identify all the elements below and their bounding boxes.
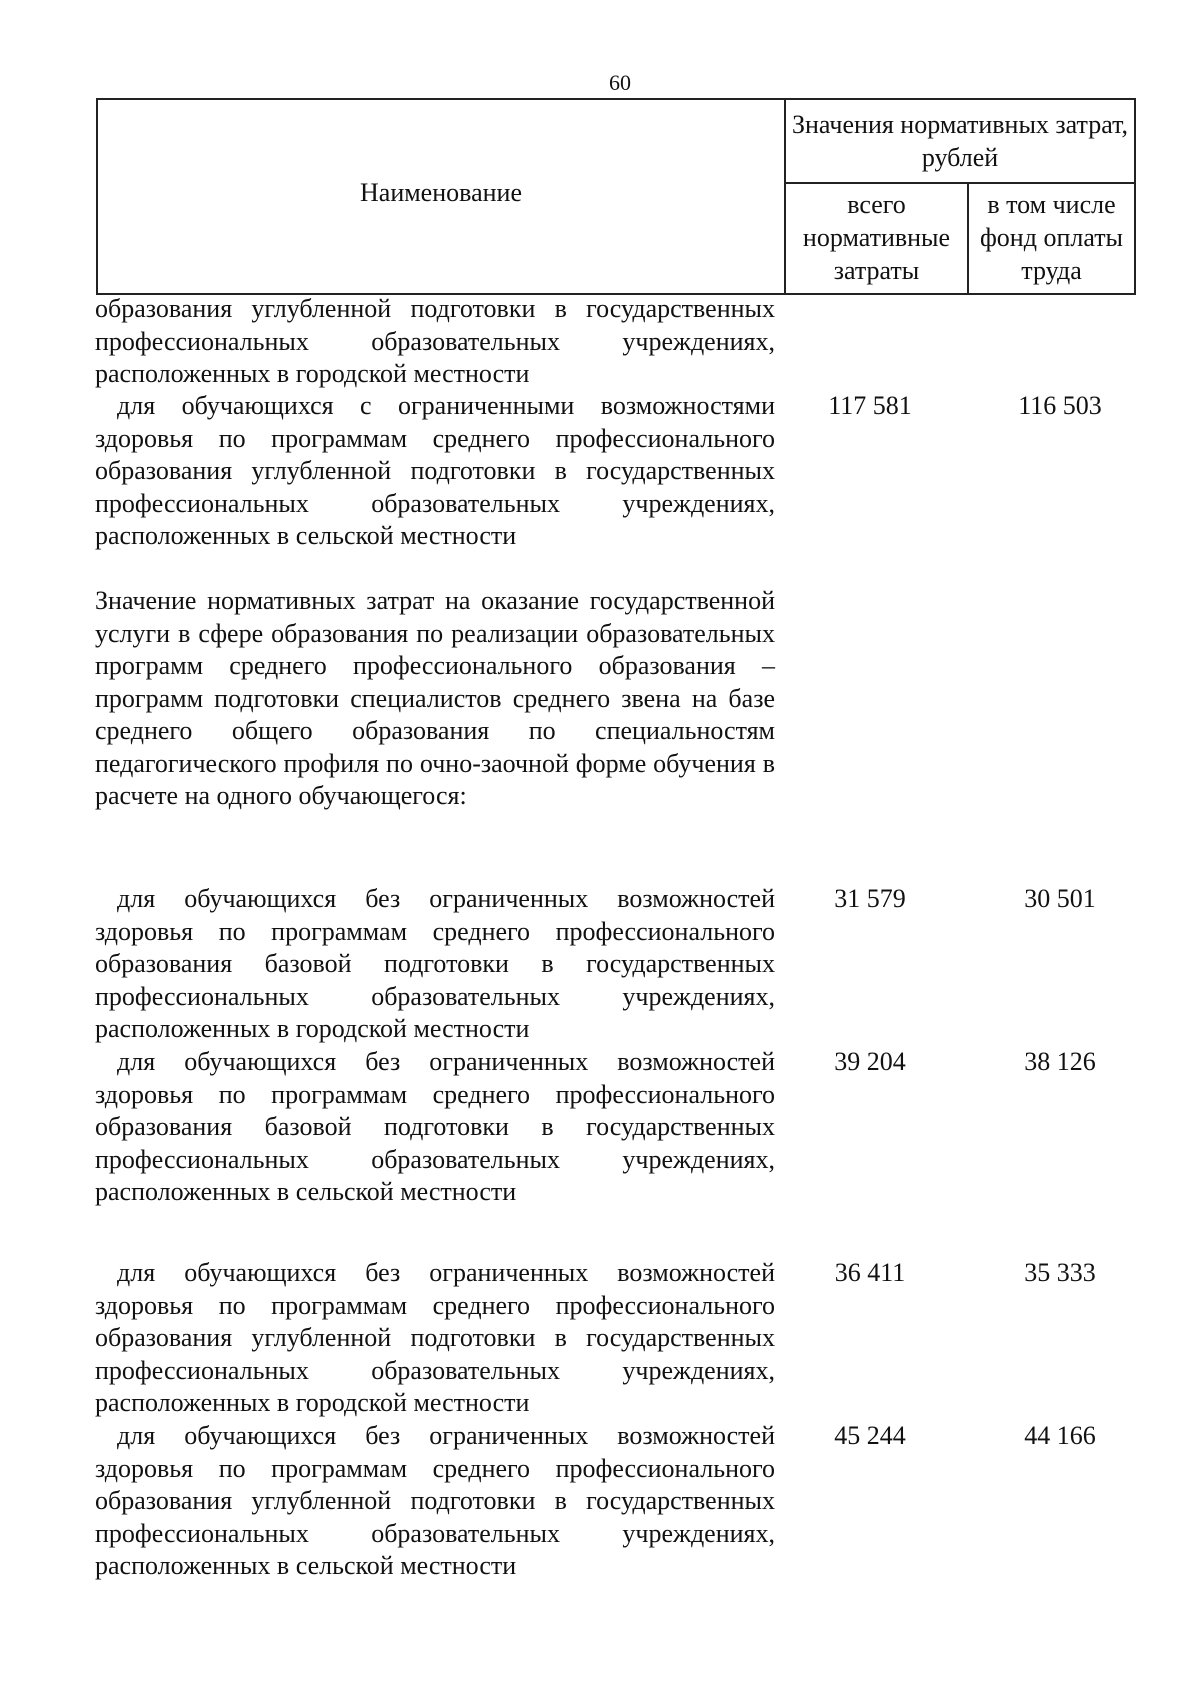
section-row-value-fund: 35 333 — [1024, 1258, 1096, 1287]
section-row-value-total: 45 244 — [834, 1421, 906, 1450]
section-row-text: для обучающихся без ограниченных возможностей здоровья по программам среднего профессионального образования углубленной подготовки в государственных профессиональных образовательных учреждениях, расположенных в сельской местности — [95, 1421, 775, 1580]
row-value-total: 117 581 — [828, 391, 912, 420]
section-row-text: для обучающихся без ограниченных возможностей здоровья по программам среднего профессионального образования базовой подготовки в государственных профессиональных образовательных учреждениях, расположенных в сельской местности — [95, 1047, 775, 1206]
row-text: для обучающихся с ограниченными возможностями здоровья по программам среднего профессионального образования углубленной подготовки в государственных профессиональных образовательных учреждениях, расположенных в сельской местности — [95, 391, 775, 550]
column-header-fund: в том числе фонд оплаты труда — [979, 190, 1124, 285]
column-group-header-values: Значения нормативных затрат, рублей — [791, 110, 1129, 172]
continuation-text: образования углубленной подготовки в государственных профессиональных образовательных учреждениях, расположенных в городской местности — [95, 294, 775, 388]
section-row-value-fund: 38 126 — [1024, 1047, 1096, 1076]
section-row-text: для обучающихся без ограниченных возможностей здоровья по программам среднего профессионального образования углубленной подготовки в государственных профессиональных образовательных учреждениях, расположенных в городской местности — [95, 1258, 775, 1417]
column-header-name: Наименование — [360, 178, 522, 207]
section-heading: Значение нормативных затрат на оказание государственной услуги в сфере образования по реализации образовательных программ среднего профессионального образования – программ подготовки специалистов среднего звена на базе среднего общего образования по специальностям педагогического профиля по очно-заочной форме обучения в расчете на одного обучающегося: — [95, 586, 775, 810]
section-row-value-total: 36 411 — [834, 1258, 906, 1287]
column-header-total: всего нормативные затраты — [802, 190, 951, 285]
section-row-value-total: 31 579 — [834, 884, 906, 913]
section-row-value-total: 39 204 — [834, 1047, 906, 1076]
row-value-fund: 116 503 — [1018, 391, 1102, 420]
page-number: 60 — [609, 70, 631, 95]
section-row-value-fund: 30 501 — [1024, 884, 1096, 913]
header-divider-horizontal — [784, 182, 1134, 184]
section-row-value-fund: 44 166 — [1024, 1421, 1096, 1450]
table-header — [96, 98, 1136, 295]
section-row-text: для обучающихся без ограниченных возможностей здоровья по программам среднего профессионального образования базовой подготовки в государственных профессиональных образовательных учреждениях, расположенных в городской местности — [95, 884, 775, 1043]
